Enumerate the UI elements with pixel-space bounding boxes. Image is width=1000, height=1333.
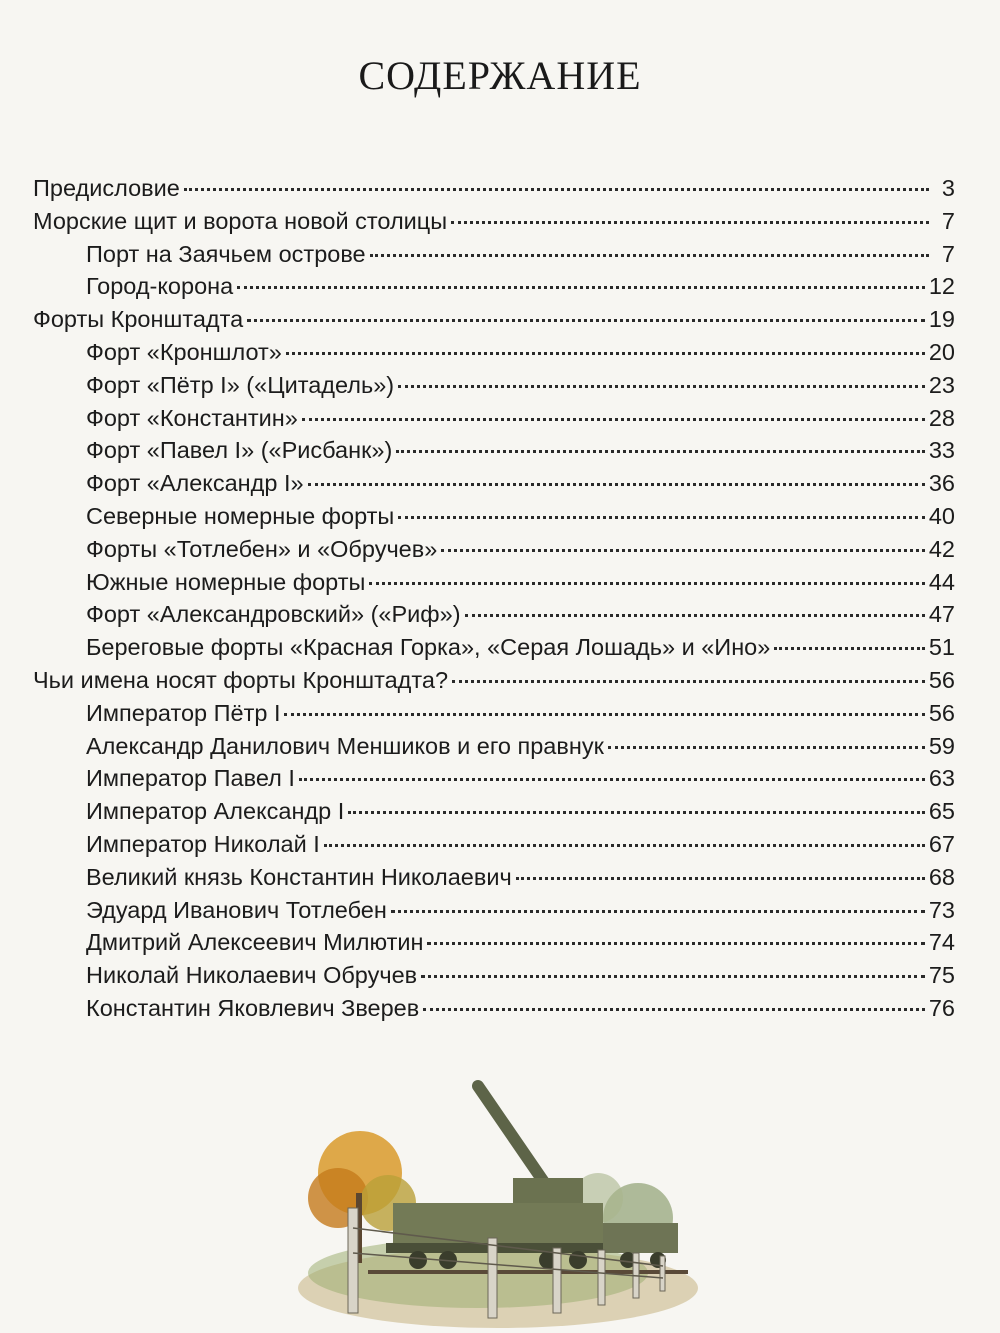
toc-page-number: 56 (928, 666, 955, 693)
fence-post (660, 1256, 665, 1291)
toc-entry-label: Николай Николаевич Обручев (86, 962, 418, 989)
dot-leader (348, 811, 925, 814)
toc-page-number: 74 (928, 929, 955, 956)
toc-page-number: 75 (928, 962, 955, 989)
dot-leader (396, 450, 925, 453)
toc-subentry (33, 598, 955, 631)
dot-leader (441, 549, 925, 552)
toc-page-number: 47 (928, 601, 955, 628)
toc-entry-label: Форт «Александровский» («Риф») (86, 601, 461, 628)
toc-page-number: 7 (941, 240, 955, 267)
rear-car (603, 1223, 678, 1253)
toc-entry-label: Форт «Александр I» (86, 470, 304, 497)
dot-leader (774, 647, 925, 650)
toc-page-number: 63 (928, 765, 955, 792)
dot-leader (184, 188, 929, 191)
toc-entry-label: Береговые форты «Красная Горка», «Серая Лошадь» и «Ино» (86, 634, 771, 661)
toc-subentry (33, 697, 955, 730)
rail-track (368, 1270, 688, 1274)
toc-entry-label: Морские щит и ворота новой столицы (33, 207, 448, 234)
railway-artillery-illustration (298, 1078, 698, 1328)
gun-barrel (478, 1086, 548, 1188)
dot-leader (308, 483, 925, 486)
toc-subentry (33, 270, 955, 303)
toc-subentry (33, 369, 955, 402)
toc-entry (33, 172, 955, 205)
dot-leader (299, 778, 925, 781)
toc-entry-label: Город-корона (86, 273, 234, 300)
toc-entry-label: Предисловие (33, 175, 180, 201)
toc-page-number: 36 (928, 470, 955, 497)
wheel (569, 1251, 587, 1269)
dot-leader (427, 942, 924, 945)
toc-page-number: 7 (941, 207, 955, 234)
table-of-contents (33, 172, 955, 1025)
toc-entry (33, 303, 955, 336)
toc-entry-label: Форт «Пётр I» («Цитадель») (86, 371, 395, 398)
toc-page-number: 56 (928, 699, 955, 726)
toc-page-number: 20 (928, 338, 955, 365)
toc-page-number: 73 (928, 896, 955, 923)
toc-entry-label: Великий князь Константин Николаевич (86, 863, 512, 890)
toc-subentry (33, 336, 955, 369)
toc-page-number: 67 (928, 830, 955, 857)
dot-leader (516, 877, 925, 880)
dot-leader (398, 385, 925, 388)
toc-entry-label: Император Александр I (86, 798, 345, 825)
toc-entry-label: Южные номерные форты (86, 568, 366, 595)
dot-leader (302, 418, 925, 421)
toc-subentry (33, 467, 955, 500)
toc-entry-label: Порт на Заячьем острове (86, 240, 366, 267)
toc-subentry (33, 992, 955, 1025)
toc-entry-label: Чьи имена носят форты Кронштадта? (33, 666, 449, 693)
toc-page-number: 28 (928, 404, 955, 431)
toc-entry-label: Император Павел I (86, 765, 295, 792)
toc-entry-label: Форты Кронштадта (33, 306, 244, 333)
toc-subentry (33, 828, 955, 861)
toc-entry-label: Константин Яковлевич Зверев (86, 994, 420, 1021)
toc-page-number: 51 (928, 634, 955, 661)
toc-page-number: 12 (928, 273, 955, 300)
fence-post (348, 1208, 358, 1313)
dot-leader (247, 319, 925, 322)
toc-subentry (33, 631, 955, 664)
toc-subentry (33, 434, 955, 467)
dot-leader (465, 614, 925, 617)
toc-subentry (33, 238, 955, 271)
toc-entry-label: Форты «Тотлебен» и «Обручев» (86, 535, 438, 562)
toc-subentry (33, 533, 955, 566)
toc-subentry (33, 959, 955, 992)
fence-post (488, 1238, 497, 1318)
toc-subentry (33, 926, 955, 959)
toc-entry-label: Император Пётр I (86, 699, 281, 726)
toc-page-number: 3 (941, 175, 955, 201)
wheel (409, 1251, 427, 1269)
dot-leader (398, 516, 925, 519)
toc-page-number: 76 (928, 994, 955, 1021)
railcar-body (393, 1203, 603, 1248)
toc-page-number: 33 (928, 437, 955, 464)
toc-entry-label: Эдуард Иванович Тотлебен (86, 896, 387, 923)
dot-leader (284, 713, 924, 716)
toc-entry-label: Александр Данилович Меншиков и его правнук (86, 732, 604, 759)
toc-subentry (33, 500, 955, 533)
toc-page-number: 59 (928, 732, 955, 759)
toc-page-number: 44 (928, 568, 955, 595)
toc-subentry (33, 795, 955, 828)
toc-subentry (33, 894, 955, 927)
dot-leader (423, 1008, 925, 1011)
dot-leader (237, 286, 925, 289)
toc-entry (33, 205, 955, 238)
toc-page-number: 65 (928, 798, 955, 825)
toc-entry-label: Форт «Константин» (86, 404, 298, 431)
page-title: СОДЕРЖАНИЕ (358, 53, 642, 98)
toc-entry-label: Форт «Кроншлот» (86, 338, 282, 365)
dot-leader (324, 844, 925, 847)
toc-subentry (33, 566, 955, 599)
toc-page-number: 42 (928, 535, 955, 562)
dot-leader (451, 221, 929, 224)
toc-entry (33, 664, 955, 697)
dot-leader (452, 680, 925, 683)
dot-leader (369, 582, 925, 585)
toc-page-number: 68 (928, 863, 955, 890)
toc-page-number: 40 (928, 502, 955, 529)
toc-entry-label: Император Николай I (86, 830, 320, 857)
toc-entry-label: Форт «Павел I» («Рисбанк») (86, 437, 393, 464)
fence-post (553, 1248, 561, 1313)
dot-leader (391, 910, 925, 913)
dot-leader (608, 746, 925, 749)
toc-page-number: 23 (928, 371, 955, 398)
dot-leader (286, 352, 925, 355)
toc-entry-label: Северные номерные форты (86, 502, 395, 529)
toc-entry-label: Дмитрий Алексеевич Милютин (86, 929, 424, 956)
toc-subentry (33, 402, 955, 435)
toc-subentry (33, 762, 955, 795)
dot-leader (370, 254, 929, 257)
toc-page-number: 19 (928, 306, 955, 333)
toc-subentry (33, 861, 955, 894)
toc-subentry (33, 730, 955, 763)
dot-leader (421, 975, 925, 978)
